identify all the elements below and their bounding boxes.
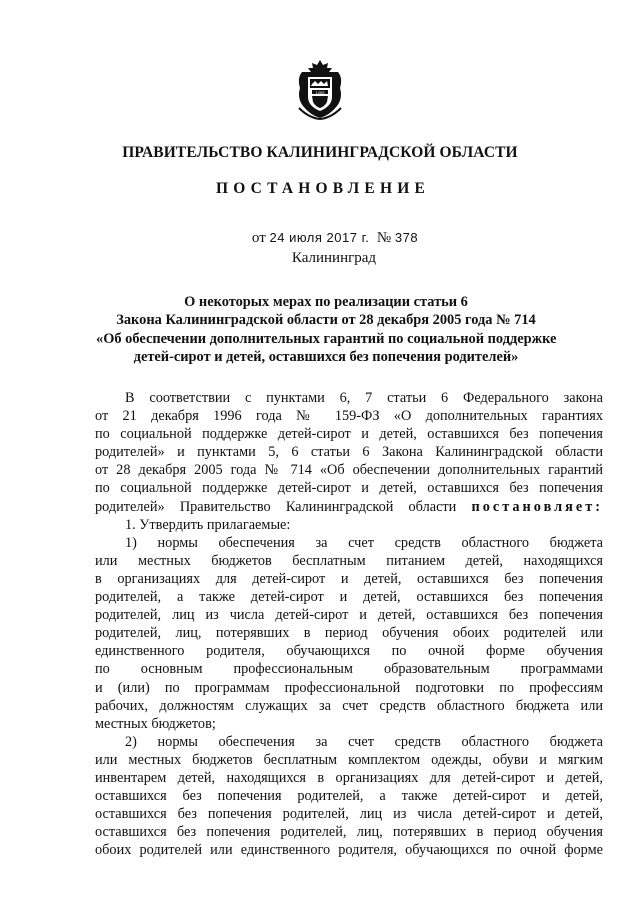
sub1-line: родителей, а также детей-сирот и детей, оставшихся без попечения [95,589,603,606]
document-number: 378 [394,230,419,245]
item-1: 1. Утвердить прилагаемые: [125,516,291,533]
sub1-line: 1) нормы обеспечения за счет средств областного бюджета [125,534,603,551]
title-line: Закона Калининградской области от 28 декабря 2005 года № 714 [116,312,536,329]
sub2-line: 2) нормы обеспечения за счет средств областного бюджета [125,733,603,750]
sub2-line: оставшихся без попечения родителей, лиц из числа детей-сирот и детей, [95,806,603,823]
document-body [95,389,603,859]
sub2-line: или местных бюджетов бесплатным комплектом одежды, обуви и мягким [95,751,603,768]
preamble-line: от 28 декабря 2005 года № 714 «Об обеспечении дополнительных гарантий [95,462,603,479]
coat-of-arms-icon [294,58,346,120]
sub1-line: родителей, лиц из числа детей-сирот и детей, оставшихся без попечения [95,607,603,624]
preamble-line: родителей» и пунктами 5, 6 статьи 6 Закона Калининградской области [95,444,603,461]
date-prefix: от [251,230,266,246]
sub1-line: местных бюджетов; [95,715,216,732]
preamble-line: по социальной поддержке детей-сирот и детей, оставшихся без попечения [95,480,603,497]
government-name: ПРАВИТЕЛЬСТВО КАЛИНИНГРАДСКОЙ ОБЛАСТИ [122,144,518,161]
sub1-line: рабочих, должностям служащих за счет средств областного бюджета или [95,697,603,714]
sub1-line: в организациях для детей-сирот и детей, оставшихся без попечения [95,570,603,587]
sub1-line: и (или) по программам профессиональной подготовки по профессиям [95,679,603,696]
sub1-line: по основным профессиональным образовательным программами [95,661,603,678]
emblem-motto: 1255 [315,90,325,95]
date-line [0,230,640,247]
preamble-last-line [95,498,603,516]
title-line: детей-сирот и детей, оставшихся без попечения родителей» [133,348,519,365]
title-line: О некоторых мерах по реализации статьи 6 [184,294,468,310]
sub1-line: единственного родителя, обучающихся по очной форме обучения [95,643,603,660]
sub2-line: обоих родителей или единственного родителя, обучающихся по очной форме [95,842,603,859]
document-title [96,293,556,366]
decree-word: постановляет: [471,498,603,515]
document-type: ПОСТАНОВЛЕНИЕ [215,180,431,197]
preamble-line: от 21 декабря 1996 года № 159-ФЗ «О дополнительных гарантиях [95,408,603,425]
preamble-line: родителей» Правительство Калининградской области [95,498,457,515]
preamble-line: по социальной поддержке детей-сирот и детей, оставшихся без попечения [95,426,603,443]
document-date: 24 июля 2017 г. [269,230,370,245]
sub1-line: или местных бюджетов бесплатным питанием детей, находящихся [95,552,603,569]
sub2-line: оставшихся без попечения родителей, а также детей-сирот и детей, [95,788,603,805]
sub2-line: оставшихся без попечения родителей, лиц, потерявших в период обучения [95,824,603,841]
sub2-line: инвентарем детей, находящихся в организациях для детей-сирот и детей, [95,769,603,786]
city-name: Калининград [291,250,377,266]
preamble-line: В соответствии с пунктами 6, 7 статьи 6 Федерального закона [125,390,603,406]
sub1-line: родителей, лиц, потерявших в период обучения обоих родителей или [95,625,603,642]
title-line: «Об обеспечении дополнительных гарантий по социальной поддержке [96,330,557,347]
number-sign: № [376,230,392,246]
